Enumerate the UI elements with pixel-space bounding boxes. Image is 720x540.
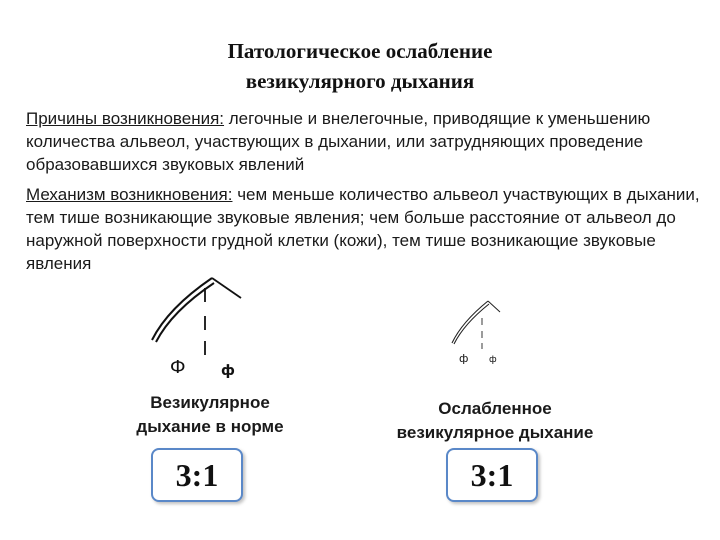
weakened-expiration-line [488, 301, 500, 312]
normal-caption-line-1: Везикулярное [150, 393, 270, 412]
weakened-phi-large: ф [459, 352, 469, 365]
weakened-caption [360, 397, 630, 445]
weakened-phi-small: ф [489, 355, 497, 365]
normal-caption [90, 391, 330, 439]
weakened-caption-line-2: везикулярное дыхание [396, 423, 594, 442]
normal-breath-diagram [152, 278, 241, 355]
weakened-ratio-box [446, 448, 538, 502]
weakened-ratio-value: 3:1 [470, 456, 514, 493]
causes-text: легочные и внелегочные, приводящие к уменьшению количества альвеол, участвующих в дыхании, или затрудняющих проведение образовавшихся звуковых явлений [26, 109, 651, 174]
normal-phi-small: ф [221, 363, 235, 379]
weakened-breath-diagram [452, 301, 500, 349]
normal-ratio-box [151, 448, 243, 502]
mechanism-label: Механизм возникновения: [26, 185, 233, 204]
weakened-caption-line-1: Ослабленное [438, 399, 552, 418]
title-line-1: Патологическое ослабление [227, 39, 493, 63]
mechanism-text: чем меньше количество альвеол участвующих в дыхании, тем тише возникающие звуковые явления; чем больше расстояние от альвеол до наружной поверхности грудной клетки (кожи), тем тише возникающие звуковые явления [26, 185, 700, 273]
normal-expiration-line [212, 278, 241, 298]
normal-phi-large: Ф [170, 357, 186, 378]
normal-ratio-value: 3:1 [175, 456, 219, 493]
title-line-2: везикулярного дыхания [245, 69, 475, 93]
normal-caption-line-2: дыхание в норме [136, 417, 284, 436]
weakened-inspiration-curve-inner [454, 304, 489, 344]
causes-label: Причины возникновения: [26, 109, 225, 128]
